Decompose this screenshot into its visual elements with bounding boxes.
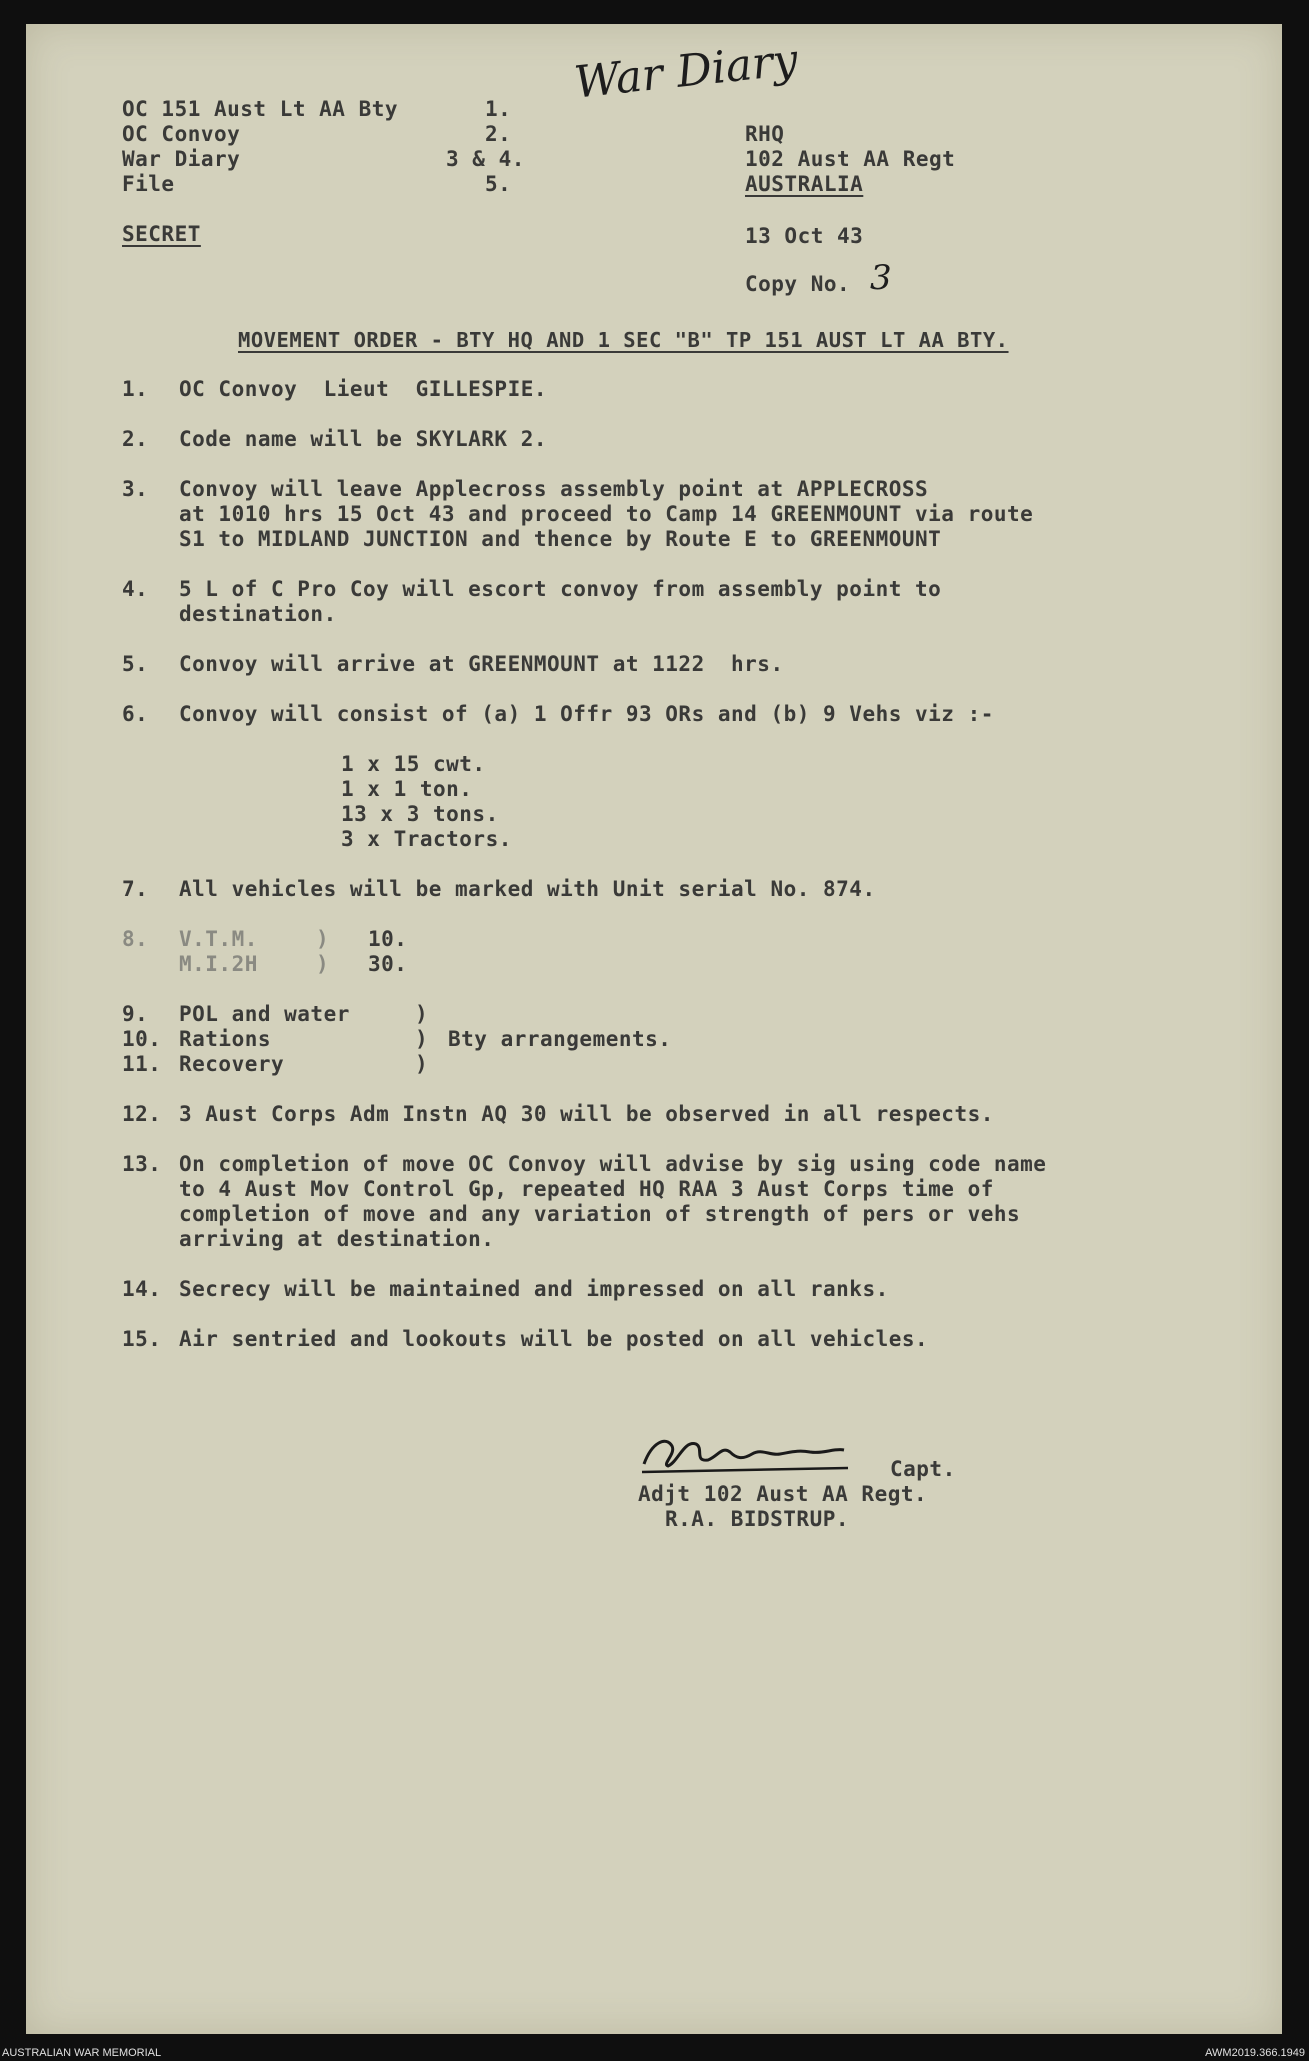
- paragraph-1-line-1: OC Convoy Lieut GILLESPIE.: [179, 377, 548, 401]
- paragraph-7-line-1: All vehicles will be marked with Unit serial No. 874.: [179, 877, 876, 901]
- paragraph-4-line-2: destination.: [179, 602, 337, 626]
- paragraph-number-11: 11.: [122, 1052, 162, 1076]
- paragraph-number-5: 5.: [122, 652, 149, 676]
- para8-value-1: 10.: [368, 927, 408, 951]
- paragraph-3-line-2: at 1010 hrs 15 Oct 43 and proceed to Camp 14 GREENMOUNT via route: [179, 502, 1034, 526]
- vehicle-line-4: 3 x Tractors.: [341, 827, 512, 851]
- paragraph-3-line-3: S1 to MIDLAND JUNCTION and thence by Route E to GREENMOUNT: [179, 527, 942, 551]
- para9-11-bracket-1: ): [415, 1002, 429, 1026]
- paragraph-13-line-1: On completion of move OC Convoy will advise by sig using code name: [179, 1152, 1047, 1176]
- vehicle-line-1: 1 x 15 cwt.: [341, 752, 486, 776]
- paragraph-13-line-4: arriving at destination.: [179, 1227, 495, 1251]
- para9-label: POL and water: [179, 1002, 350, 1026]
- para8-label-2: M.I.2H: [179, 952, 258, 976]
- para8-value-2: 30.: [368, 952, 408, 976]
- document-date: 13 Oct 43: [745, 224, 864, 248]
- security-classification: SECRET: [122, 222, 201, 246]
- para8-label-1: V.T.M.: [179, 927, 258, 951]
- para8-bracket-2: ): [316, 952, 330, 976]
- paragraph-number-13: 13.: [122, 1152, 162, 1176]
- paragraph-15-line-1: Air sentried and lookouts will be posted on all vehicles.: [179, 1327, 929, 1351]
- distribution-copy-2: 2.: [485, 122, 512, 146]
- paragraph-3-line-1: Convoy will leave Applecross assembly point at APPLECROSS: [179, 477, 929, 501]
- para9-11-note: Bty arrangements.: [448, 1027, 672, 1051]
- copy-number-label: Copy No.: [745, 272, 851, 296]
- distribution-name-3: War Diary: [122, 147, 241, 171]
- signatory-rank: Capt.: [890, 1457, 956, 1481]
- origin-unit-line-1: RHQ: [745, 122, 785, 146]
- paragraph-14-line-1: Secrecy will be maintained and impressed on all ranks.: [179, 1277, 889, 1301]
- paragraph-number-1: 1.: [122, 377, 149, 401]
- para9-11-bracket-2: ): [415, 1027, 429, 1051]
- paragraph-2-line-1: Code name will be SKYLARK 2.: [179, 427, 548, 451]
- para8-bracket-1: ): [316, 927, 330, 951]
- paragraph-number-3: 3.: [122, 477, 149, 501]
- distribution-name-2: OC Convoy: [122, 122, 241, 146]
- signatory-appointment: Adjt 102 Aust AA Regt.: [638, 1482, 928, 1506]
- paragraph-6-line-1: Convoy will consist of (a) 1 Offr 93 ORs and (b) 9 Vehs viz :-: [179, 702, 994, 726]
- paragraph-number-9: 9.: [122, 1002, 149, 1026]
- paragraph-13-line-3: completion of move and any variation of strength of pers or vehs: [179, 1202, 1021, 1226]
- origin-unit-line-3: AUSTRALIA: [745, 172, 864, 196]
- paragraph-5-line-1: Convoy will arrive at GREENMOUNT at 1122 hrs.: [179, 652, 784, 676]
- document-title: MOVEMENT ORDER - BTY HQ AND 1 SEC "B" TP 151 AUST LT AA BTY.: [238, 328, 1009, 352]
- paragraph-number-7: 7.: [122, 877, 149, 901]
- para9-11-bracket-3: ): [415, 1052, 429, 1076]
- paragraph-13-line-2: to 4 Aust Mov Control Gp, repeated HQ RAA 3 Aust Corps time of: [179, 1177, 994, 1201]
- copy-number-handwritten: 3: [870, 258, 892, 298]
- handwritten-signature: [638, 1422, 878, 1482]
- paragraph-number-8: 8.: [122, 927, 149, 951]
- paragraph-number-2: 2.: [122, 427, 149, 451]
- paragraph-number-14: 14.: [122, 1277, 162, 1301]
- para10-label: Rations: [179, 1027, 272, 1051]
- distribution-copy-1: 1.: [485, 97, 512, 121]
- paragraph-4-line-1: 5 L of C Pro Coy will escort convoy from assembly point to: [179, 577, 942, 601]
- para11-label: Recovery: [179, 1052, 285, 1076]
- origin-unit-line-2: 102 Aust AA Regt: [745, 147, 956, 171]
- paragraph-number-10: 10.: [122, 1027, 162, 1051]
- vehicle-line-3: 13 x 3 tons.: [341, 802, 499, 826]
- distribution-copy-3: 3 & 4.: [446, 147, 525, 171]
- footer-archive-name: AUSTRALIAN WAR MEMORIAL: [2, 2047, 162, 2059]
- paragraph-number-12: 12.: [122, 1102, 162, 1126]
- paragraph-12-line-1: 3 Aust Corps Adm Instn AQ 30 will be observed in all respects.: [179, 1102, 994, 1126]
- paragraph-number-6: 6.: [122, 702, 149, 726]
- distribution-copy-4: 5.: [485, 172, 512, 196]
- paragraph-number-4: 4.: [122, 577, 149, 601]
- document-page: [26, 24, 1282, 2034]
- signatory-name: R.A. BIDSTRUP.: [665, 1507, 850, 1531]
- handwritten-annotation: War Diary: [571, 34, 801, 109]
- paragraph-number-15: 15.: [122, 1327, 162, 1351]
- distribution-name-4: File: [122, 172, 175, 196]
- distribution-name-1: OC 151 Aust Lt AA Bty: [122, 97, 399, 121]
- vehicle-line-2: 1 x 1 ton.: [341, 777, 473, 801]
- footer-accession-number: AWM2019.366.1949: [1205, 2047, 1305, 2059]
